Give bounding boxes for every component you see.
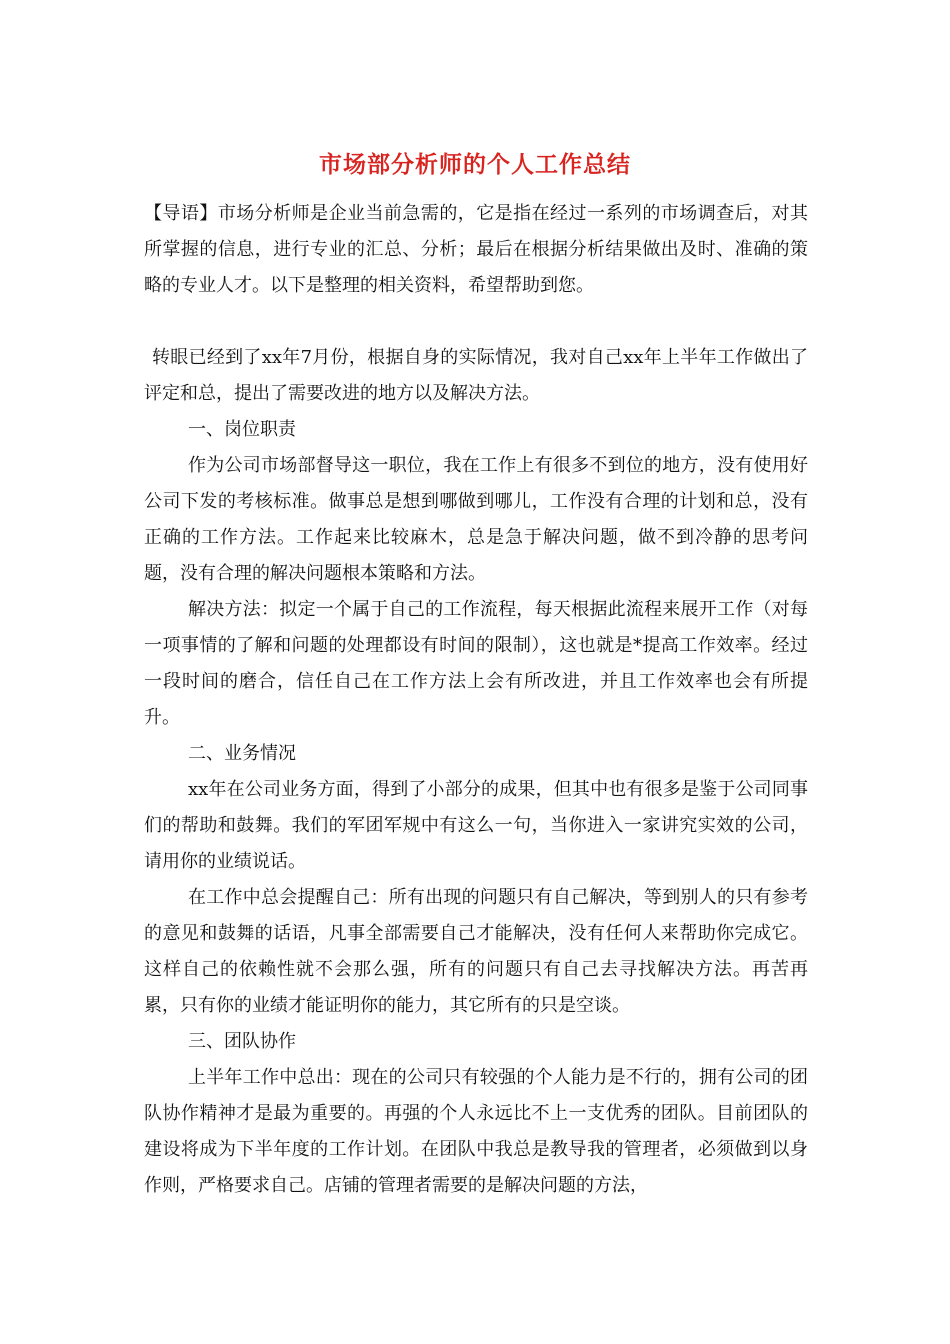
solution-paragraph: 解决方法：拟定一个属于自己的工作流程，每天根据此流程来展开工作（对每一项事情的了解和问题的处理都设有时间的限制），这也就是*提高工作效率。经过一段时间的磨合，信任自己在工作方法上会有所改进，并且工作效率也会有所提升。 (144, 599, 808, 728)
business-paragraph: xx年在公司业务方面，得到了小部分的成果，但其中也有很多是鉴于公司同事们的帮助和鼓舞。我们的军团军规中有这么一句，当你进入一家讲究实效的公司，请用你的业绩说话。 (144, 779, 808, 872)
opening-paragraph: 转眼已经到了xx年7月份，根据自身的实际情况，我对自己xx年上半年工作做出了评定和总，提出了需要改进的地方以及解决方法。 (144, 347, 808, 404)
section-heading-business: 二、业务情况 (188, 743, 296, 764)
document-body (144, 196, 808, 1204)
job-duties-paragraph: 作为公司市场部督导这一职位，我在工作上有很多不到位的地方，没有使用好公司下发的考核标准。做事总是想到哪做到哪儿，工作没有合理的计划和总，没有正确的工作方法。工作起来比较麻木，总是急于解决问题，做不到冷静的思考问题，没有合理的解决问题根本策略和方法。 (144, 455, 808, 584)
teamwork-paragraph: 上半年工作中总出：现在的公司只有较强的个人能力是不行的，拥有公司的团队协作精神才是最为重要的。再强的个人永远比不上一支优秀的团队。目前团队的建设将成为下半年度的工作计划。在团队中我总是教导我的管理者，必须做到以身作则，严格要求自己。店铺的管理者需要的是解决问题的方法， (144, 1067, 808, 1196)
paragraph-spacer (144, 304, 808, 340)
document-title: 市场部分析师的个人工作总结 (319, 151, 631, 178)
self-reliance-paragraph: 在工作中总会提醒自己：所有出现的问题只有自己解决，等到别人的只有参考的意见和鼓舞的话语，凡事全部需要自己才能解决，没有任何人来帮助你完成它。这样自己的依赖性就不会那么强，所有的问题只有自己去寻找解决方法。再苦再累，只有你的业绩才能证明你的能力，其它所有的只是空谈。 (144, 887, 808, 1016)
intro-paragraph: 【导语】市场分析师是企业当前急需的，它是指在经过一系列的市场调查后，对其所掌握的信息，进行专业的汇总、分析；最后在根据分析结果做出及时、准确的策略的专业人才。以下是整理的相关资料，希望帮助到您。 (144, 203, 808, 296)
section-heading-teamwork: 三、团队协作 (188, 1031, 296, 1052)
section-heading-job-duties: 一、岗位职责 (188, 419, 296, 440)
